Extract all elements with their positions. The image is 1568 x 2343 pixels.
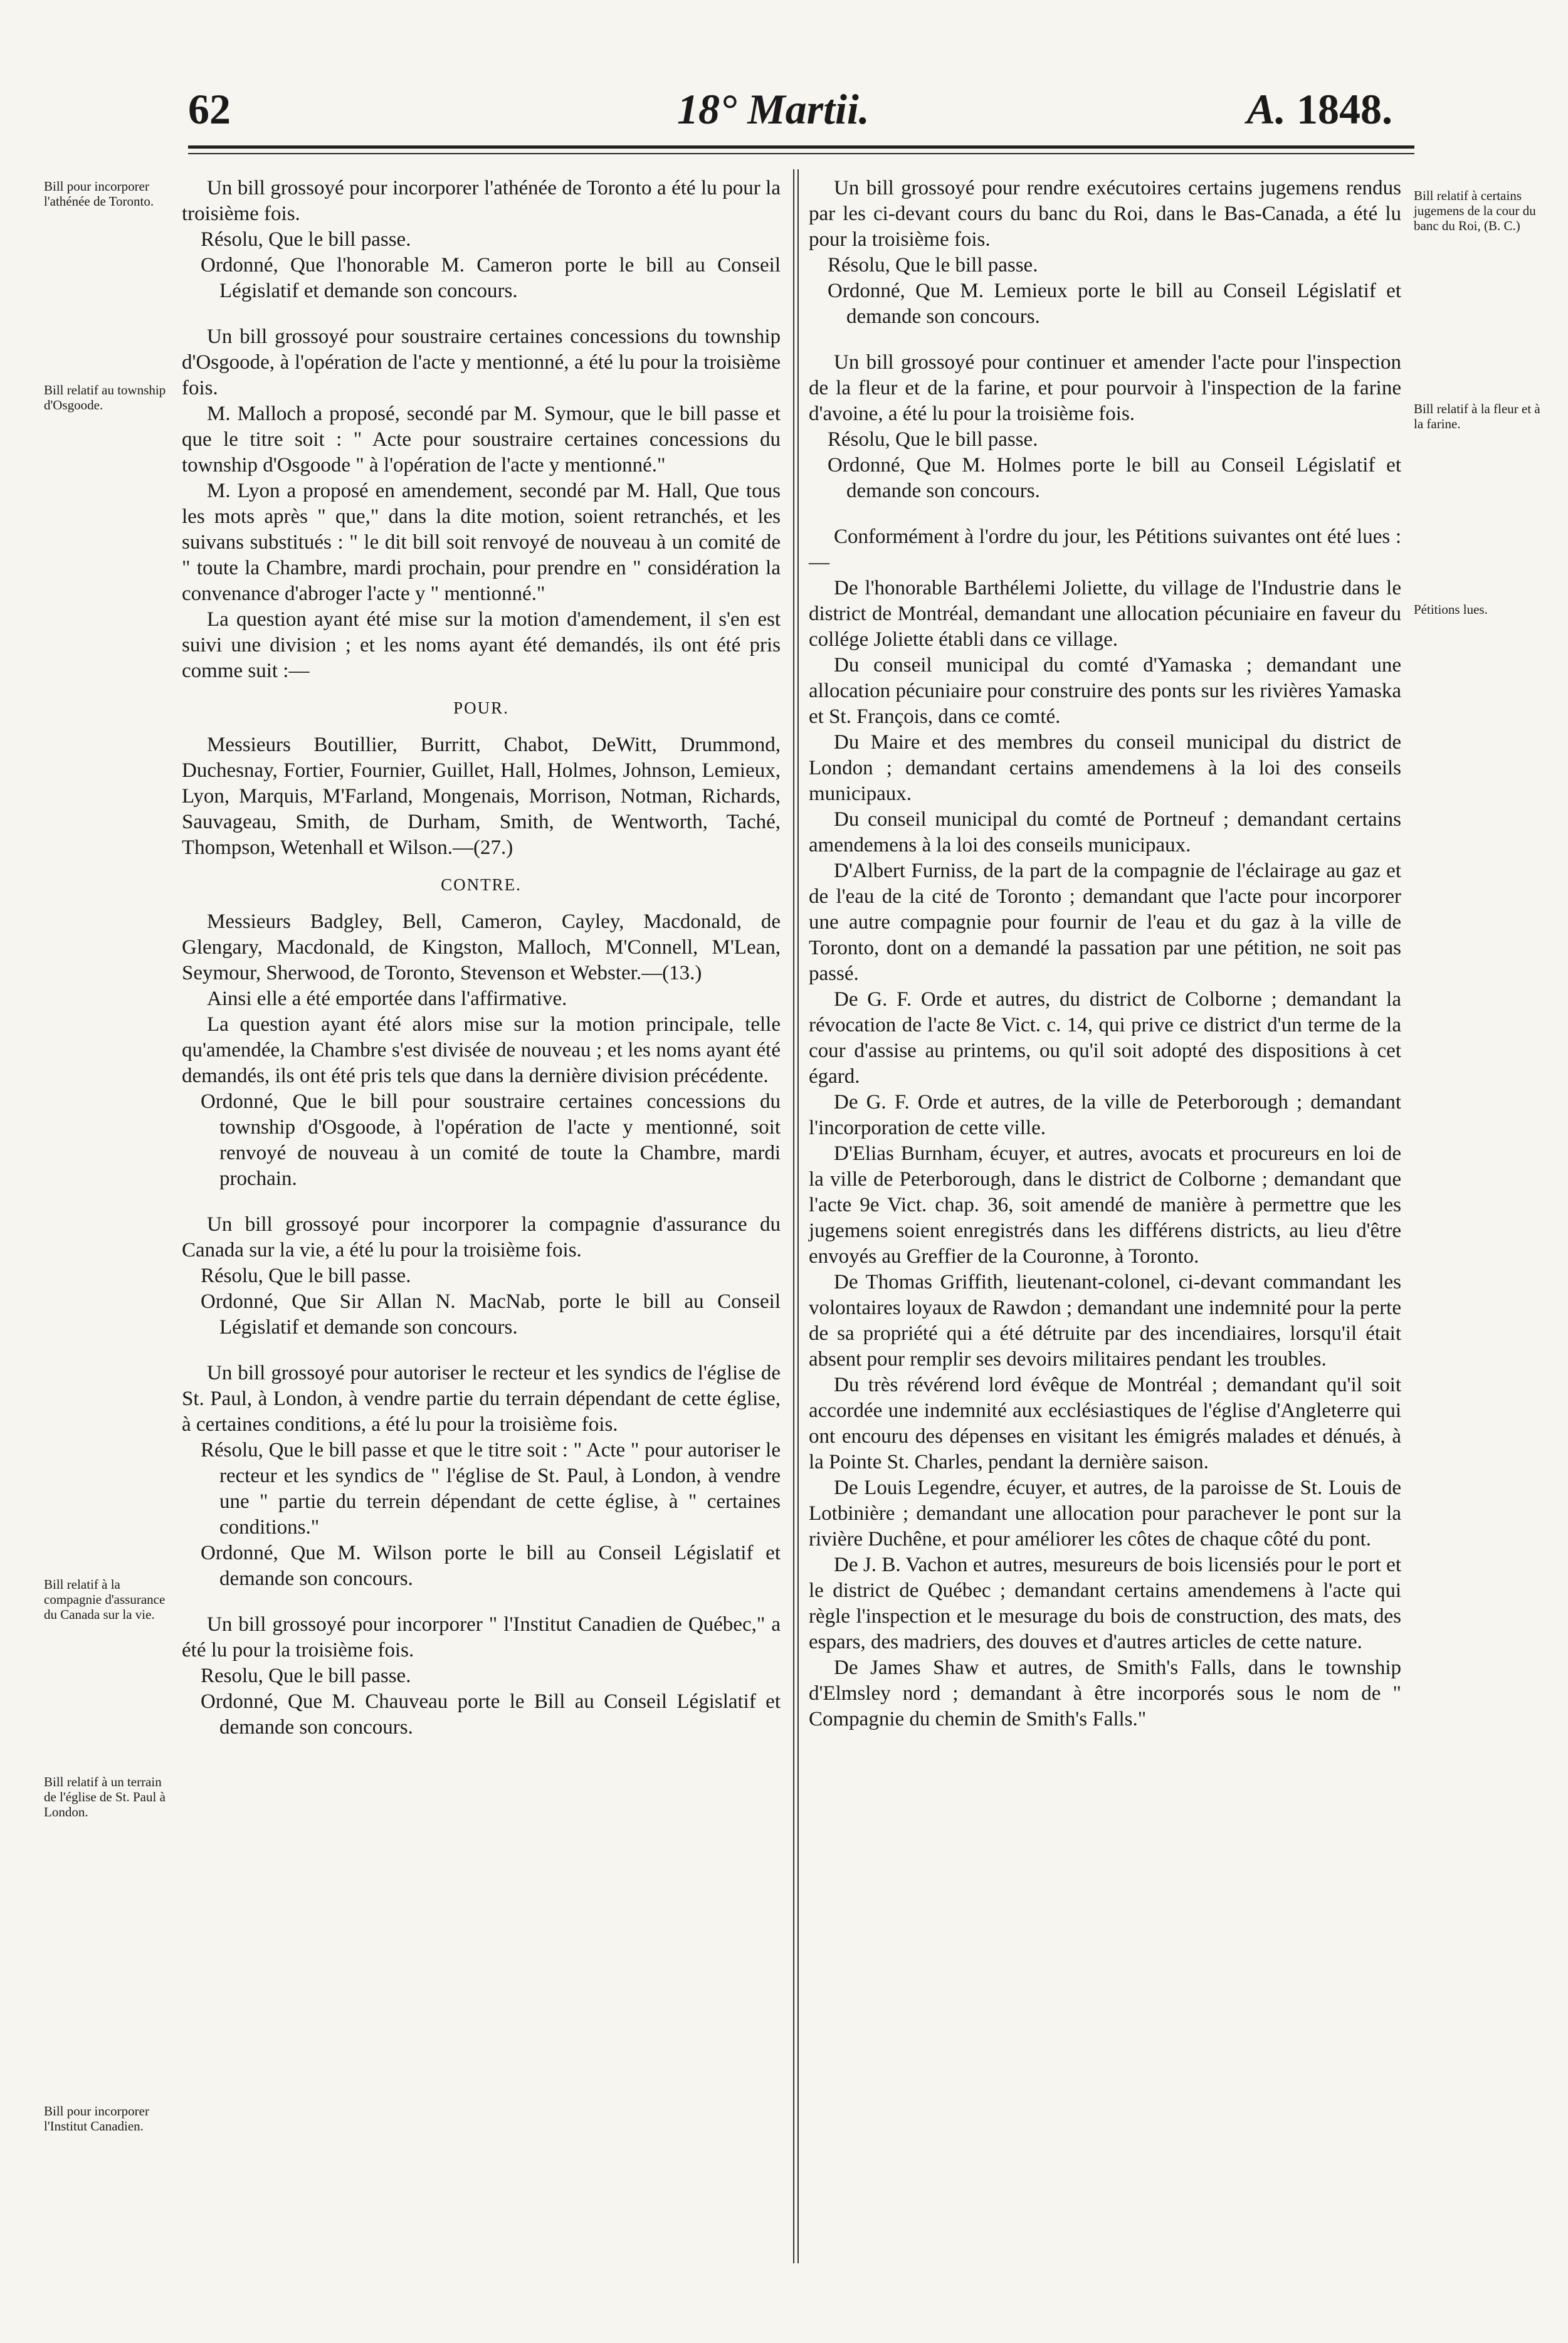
paragraph: Un bill grossoyé pour incorporer " l'Institut Canadien de Québec," a été lu pour la troisième fois.	[182, 1613, 781, 1661]
header-year	[1247, 85, 1392, 134]
petition: Du très révérend lord évêque de Montréal ; demandant qu'il soit accordée une indemnité aux ecclésiastiques de l'église d'Angleterre qui ont encouru des dépenses en visitant les émigrés malades et dénués, à la Pointe St. Charles, pendant la dernière saison.	[809, 1374, 1401, 1473]
paragraph: Un bill grossoyé pour continuer et amender l'acte pour l'inspection de la fleur et de la farine, et pour pourvoir à l'inspection de la farine d'avoine, a été lu pour la troisième fois.	[809, 351, 1401, 425]
paragraph: Resolu, Que le bill passe.	[201, 1665, 411, 1687]
petition: De G. F. Orde et autres, du district de Colborne ; demandant la révocation de l'acte 8e Vict. c. 14, qui prive ce district d'un terme de la cour d'assise au printems, ou qu'il soit adopté des dispositions à cet égard.	[809, 988, 1401, 1088]
vote-heading-contre: CONTRE.	[441, 875, 522, 894]
header-rule-thick	[188, 145, 1414, 149]
paragraph: Résolu, Que le bill passe.	[828, 254, 1038, 276]
paragraph: Ordonné, Que M. Holmes porte le bill au Conseil Législatif et demande son concours.	[828, 454, 1401, 502]
margin-note-right: Bill relatif à certains jugemens de la cour du banc du Roi, (B. C.)	[1414, 188, 1536, 233]
vote-heading-pour: POUR.	[453, 698, 509, 717]
paragraph: Conformément à l'ordre du jour, les Pétitions suivantes ont été lues :—	[809, 525, 1401, 574]
paragraph: La question ayant été alors mise sur la motion principale, telle qu'amendée, la Chambre s'est divisée de nouveau ; et les noms ayant été demandés, ils ont été pris tels que dans la dernière division précédente.	[182, 1013, 781, 1087]
margin-note-left: Bill relatif à un terrain de l'église de St. Paul à London.	[44, 1774, 166, 1819]
paragraph: Ordonné, Que Sir Allan N. MacNab, porte le bill au Conseil Législatif et demande son concours.	[201, 1290, 781, 1339]
petition: D'Elias Burnham, écuyer, et autres, avocats et procureurs en loi de la ville de Peterborough, dans le district de Colborne ; demandant que l'acte 9e Vict. chap. 36, soit amendé de manière à permettre que les jugemens soient enregistrés dans les différens districts, au lieu d'être envoyés au Greffier de la Couronne, à Toronto.	[809, 1142, 1401, 1268]
column-divider-right	[797, 169, 799, 2263]
paragraph: La question ayant été mise sur la motion d'amendement, il s'en est suivi une division ; et les noms ayant été demandés, ils ont été pris comme suit :—	[182, 608, 781, 682]
header-date-text: 18° Martii.	[677, 85, 870, 133]
paragraph: M. Lyon a proposé en amendement, secondé par M. Hall, Que tous les mots après " que," dans la dite motion, soient retranchés, et les suivans substitués : " le dit bill soit renvoyé de nouveau à un comité de " toute la Chambre, mardi prochain, pour prendre en " considération la convenance d'abroger l'acte y " mentionné."	[182, 480, 781, 605]
petition: De G. F. Orde et autres, de la ville de Peterborough ; demandant l'incorporation de cette ville.	[809, 1091, 1401, 1139]
paragraph: Un bill grossoyé pour incorporer la compagnie d'assurance du Canada sur la vie, a été lu pour la troisième fois.	[182, 1213, 781, 1261]
margin-note-left: Bill relatif au township d'Osgoode.	[44, 382, 166, 413]
left-column	[182, 176, 781, 1740]
header-date	[677, 85, 870, 134]
petition: De Louis Legendre, écuyer, et autres, de la paroisse de St. Louis de Lotbinière ; demandant une allocation pour parachever le pont sur la rivière Duchêne, et pour améliorer les côtes de chaque côté du pont.	[809, 1477, 1401, 1551]
paragraph: Un bill grossoyé pour rendre exécutoires certains jugemens rendus par les ci-devant cours du banc du Roi, dans le Bas-Canada, a été lu pour la troisième fois.	[809, 177, 1401, 251]
margin-note-left: Bill pour incorporer l'Institut Canadien.	[44, 2103, 149, 2134]
petition: Du conseil municipal du comté de Portneuf ; demandant certains amendemens à la loi des conseils municipaux.	[809, 808, 1401, 856]
petition: Du Maire et des membres du conseil municipal du district de London ; demandant certains amendemens à la loi des conseils municipaux.	[809, 731, 1401, 805]
margin-note-left: Bill relatif à la compagnie d'assurance du Canada sur la vie.	[44, 1577, 166, 1622]
petition: D'Albert Furniss, de la part de la compagnie de l'éclairage au gaz et de l'eau de la cité de Toronto ; demandant que l'acte pour incorporer une autre compagnie pour fournir de l'eau et du gaz à la ville de Toronto, dont on a demandé la passation par une pétition, ne soit pas passé.	[809, 860, 1401, 985]
paragraph: Ordonné, Que M. Lemieux porte le bill au Conseil Législatif et demande son concours.	[828, 280, 1401, 328]
page-header	[188, 85, 1392, 135]
right-column	[809, 176, 1401, 1732]
petition: De Thomas Griffith, lieutenant-colonel, ci-devant commandant les volontaires loyaux de Rawdon ; demandant une indemnité pour la perte de sa propriété qui a été détruite par des incendiaires, lorsqu'il était absent pour remplir ses devoirs militaires pendant les troubles.	[809, 1271, 1401, 1371]
year-value: 1848.	[1297, 85, 1392, 133]
paragraph: Un bill grossoyé pour incorporer l'athénée de Toronto a été lu pour la troisième fois.	[182, 177, 781, 225]
paragraph: Ordonné, Que M. Chauveau porte le Bill au Conseil Législatif et demande son concours.	[201, 1690, 781, 1739]
margin-note-right: Pétitions lues.	[1414, 602, 1488, 617]
page-number: 62	[188, 85, 231, 133]
petition: De James Shaw et autres, de Smith's Falls, dans le township d'Elmsley nord ; demandant à être incorporés sous le nom de " Compagnie du chemin de Smith's Falls."	[809, 1656, 1401, 1730]
paragraph: Un bill grossoyé pour autoriser le recteur et les syndics de l'église de St. Paul, à London, à vendre partie du terrain dépendant de cette église, à certaines conditions, a été lu pour la troisième fois.	[182, 1362, 781, 1436]
vote-list-contre: Messieurs Badgley, Bell, Cameron, Cayley, Macdonald, de Glengary, Macdonald, de Kingston, Malloch, M'Connell, M'Lean, Seymour, Sherwood, de Toronto, Stevenson et Webster.—(13.)	[182, 910, 781, 984]
paragraph: Résolu, Que le bill passe.	[828, 428, 1038, 451]
margin-note-left: Bill pour incorporer l'athénée de Toronto.	[44, 179, 154, 209]
vote-list-pour: Messieurs Boutillier, Burritt, Chabot, DeWitt, Drummond, Duchesnay, Fortier, Fournier, Guillet, Hall, Holmes, Johnson, Lemieux, Lyon, Marquis, M'Farland, Mongenais, Morrison, Notman, Richards, Sauvageau, Smith, de Durham, Smith, de Wentworth, Taché, Thompson, Wetenhall et Wilson.—(27.)	[182, 734, 781, 859]
paragraph: Ainsi elle a été emportée dans l'affirmative.	[207, 987, 567, 1010]
year-prefix: A.	[1246, 85, 1286, 133]
petition: De l'honorable Barthélemi Joliette, du village de l'Industrie dans le district de Montréal, demandant une allocation pécuniaire en faveur du collége Joliette établi dans ce village.	[809, 577, 1401, 651]
paragraph: Ordonné, Que le bill pour soustraire certaines concessions du township d'Osgoode, à l'opération de l'acte y mentionné, soit renvoyé de nouveau à un comité de toute la Chambre, mardi prochain.	[201, 1090, 781, 1190]
column-divider-left	[793, 169, 794, 2263]
paragraph: Ordonné, Que l'honorable M. Cameron porte le bill au Conseil Législatif et demande son concours.	[201, 254, 781, 302]
paragraph: Ordonné, Que M. Wilson porte le bill au Conseil Législatif et demande son concours.	[201, 1542, 781, 1590]
paragraph: Un bill grossoyé pour soustraire certaines concessions du township d'Osgoode, à l'opération de l'acte y mentionné, a été lu pour la troisième fois.	[182, 325, 781, 399]
margin-note-right: Bill relatif à la fleur et à la farine.	[1414, 401, 1540, 431]
header-rule-thin	[188, 153, 1414, 154]
paragraph: Résolu, Que le bill passe et que le titre soit : " Acte " pour autoriser le recteur et les syndics de " l'église de St. Paul, à London, à vendre une " partie du terrein dépendant de cette église, à " certaines conditions."	[201, 1439, 781, 1539]
paragraph: Résolu, Que le bill passe.	[201, 1265, 411, 1287]
paragraph: M. Malloch a proposé, secondé par M. Symour, que le bill passe et que le titre soit : " Acte pour soustraire certaines concessions du township d'Osgoode " à l'opération de l'acte y mentionné."	[182, 403, 781, 476]
petition: De J. B. Vachon et autres, mesureurs de bois licensiés pour le port et le district de Québec ; demandant certains amendemens à l'acte qui règle l'inspection et le mesurage du bois de construction, des mats, des espars, des madriers, des douves et d'autres articles de cette nature.	[809, 1554, 1401, 1653]
paragraph: Résolu, Que le bill passe.	[201, 228, 411, 251]
petition: Du conseil municipal du comté d'Yamaska ; demandant une allocation pécuniaire pour construire des ponts sur les rivières Yamaska et St. François, dans ce comté.	[809, 654, 1401, 728]
